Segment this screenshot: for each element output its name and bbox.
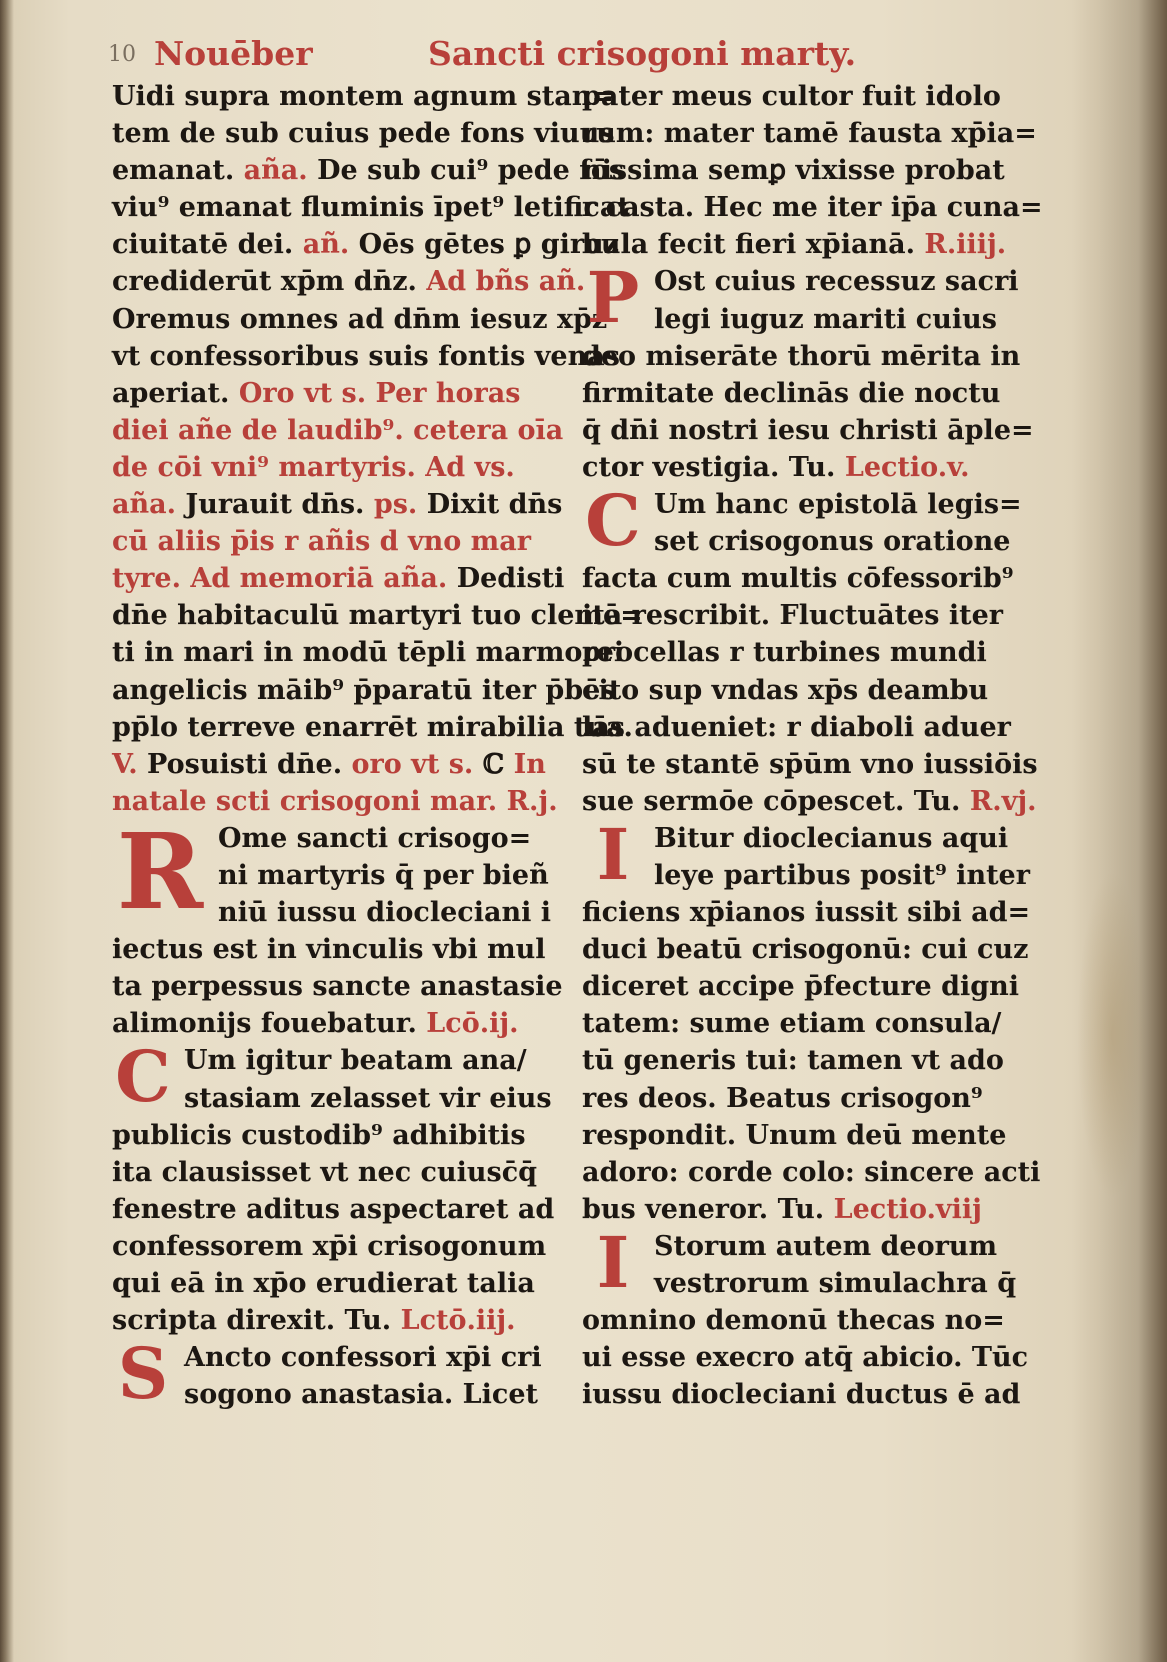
initial-p: P [586, 256, 640, 340]
text-line [112, 78, 615, 115]
body-text: facta cum multis cōfessorib⁹ [582, 563, 1014, 595]
body-text: Ancto confessori xp̄i cri [184, 1342, 542, 1374]
body-text: emanat. [112, 155, 244, 187]
page-stain [1077, 870, 1147, 1200]
body-text: iussu diocleciani ductus ē ad [582, 1379, 1021, 1411]
text-line [112, 597, 643, 634]
body-text: rum: mater tamē fausta xp̄ia= [582, 118, 1037, 150]
body-text: vestrorum simulachra q̄ [654, 1268, 1017, 1299]
body-text: adoro: corde colo: sincere acti [582, 1156, 1041, 1188]
body-text: Uidi supra montem agnum stan= [112, 81, 615, 112]
text-line [112, 1042, 552, 1079]
text-line [112, 1191, 555, 1228]
text-line [582, 634, 1028, 671]
text-line [112, 709, 633, 746]
left-lines-c [112, 1117, 555, 1340]
body-text: q̄ dn̄i nostri iesu christi āple= [582, 414, 1034, 446]
rubric-text: aña. [243, 155, 308, 187]
rubric-text: natale scti crisogoni mar. R.j. [112, 785, 558, 817]
body-text: alimonijs fouebatur. [112, 1008, 427, 1040]
body-text: Oremus omnes ad dn̄m iesuz xp̄z [112, 303, 608, 335]
text-line [582, 301, 1028, 338]
body-text: duci beatū crisogonū: cui cuz [582, 934, 1029, 966]
body-text: bus veneror. Tu. [582, 1193, 834, 1225]
rubric-text: aña. [112, 489, 177, 521]
rubric-text: ps. [373, 489, 418, 521]
text-line [112, 226, 620, 263]
text-line [582, 78, 1028, 115]
left-initial-block-r [112, 809, 552, 933]
text-line [112, 1376, 552, 1413]
text-line [112, 931, 552, 968]
body-text: qui eā in xp̄o erudierat talia [112, 1268, 535, 1299]
rubric-text: Lectio.viij [833, 1193, 982, 1225]
body-text: dn̄e habitaculū martyri tuo clemē= [112, 600, 643, 632]
body-text: sū te stantē sp̄ūm vno iussiōis [582, 748, 1038, 780]
body-text: procellas r turbines mundi [582, 637, 987, 669]
text-line [582, 412, 1034, 449]
rubric-text: V. [112, 748, 138, 780]
running-head-saint: Sancti crisogoni marty. [428, 34, 857, 73]
body-text: iectus est in vinculis vbi mul [112, 934, 546, 966]
rubric-text: R.iiij. [924, 229, 1007, 261]
text-line [112, 338, 620, 375]
body-text: Ome sancti crisogo= [218, 822, 532, 854]
body-text: Dedisti [447, 563, 565, 595]
right-initial-block-i1 [582, 812, 1030, 896]
text-line [582, 783, 1037, 820]
body-text: Ost cuius recessuz sacri [654, 266, 1019, 298]
body-text: niū iussu diocleciani i [218, 897, 551, 929]
rubric-text: In [513, 748, 546, 780]
body-text: set crisogonus oratione [654, 526, 1011, 558]
body-text: bula fecit fieri xp̄ianā. [582, 229, 925, 261]
text-line [112, 115, 615, 152]
right-block-i2-lines [582, 1220, 1028, 1304]
body-text: ui esse execro atq̄ abicio. Tūc [582, 1342, 1029, 1374]
body-text: ta perpessus sancte anastasie [112, 971, 563, 1003]
body-text: publicis custodib⁹ adhibitis [112, 1119, 526, 1151]
body-text: pater meus cultor fuit idolo [582, 81, 1001, 112]
rubric-text: R.vj. [969, 785, 1037, 817]
body-text: scripta direxit. Tu. [112, 1305, 401, 1337]
text-line [582, 1376, 1028, 1413]
body-text: Oēs gētes ꝑ giruz [349, 229, 620, 261]
right-initial-block-p [582, 256, 1028, 340]
right-column [582, 78, 1043, 1413]
text-line [582, 1302, 1028, 1339]
rubric-text: tyre. Ad memoriā aña. [112, 563, 448, 595]
body-text: ni martyris q̄ per bieñ [218, 859, 549, 891]
text-line [582, 968, 1028, 1005]
rubric-text: diei añe de laudib⁹. cetera oīa [112, 414, 564, 446]
text-line [112, 1154, 552, 1191]
text-line [112, 634, 625, 671]
text-line [112, 746, 552, 783]
initial-r: R [116, 809, 204, 933]
rubric-text: Ad bñs añ. [426, 266, 586, 298]
text-line [112, 672, 616, 709]
right-lines-e [582, 1302, 1028, 1413]
text-line [112, 1302, 552, 1339]
right-block-c-lines [582, 479, 1028, 563]
body-text: Storum autem deorum [654, 1230, 998, 1262]
body-text: aperiat. [112, 377, 239, 409]
body-text: sue sermōe cōpescet. Tu. [582, 785, 970, 817]
body-text: fenestre aditus aspectaret ad [112, 1193, 555, 1225]
text-line [112, 449, 552, 486]
body-text: ita rescribit. Fluctuātes iter [582, 600, 1004, 632]
text-line [582, 375, 1028, 412]
text-line [582, 263, 1028, 300]
body-text: Posuisti dn̄e. [137, 748, 352, 780]
text-line [112, 263, 586, 300]
left-lines-a [112, 78, 643, 820]
rubric-text: Lectio.v. [844, 451, 970, 483]
body-text: Um hanc epistolā legis= [654, 489, 1022, 521]
text-line [582, 1080, 1028, 1117]
body-text: firmitate declinās die noctu [582, 377, 1001, 409]
text-line [112, 783, 558, 820]
body-text: Dixit dn̄s [417, 489, 563, 521]
right-lines-c [582, 560, 1038, 820]
body-text: Jurauit dn̄s. [176, 489, 374, 521]
body-text: crediderūt xp̄m dn̄z. [112, 266, 427, 298]
text-line [112, 301, 608, 338]
body-text: leye partibus posit⁹ inter [654, 859, 1030, 891]
text-line [582, 449, 1028, 486]
rubric-text: Oro vt s. Per horas [238, 377, 521, 409]
right-initial-block-i2 [582, 1220, 1028, 1304]
text-line [112, 375, 552, 412]
text-line [112, 560, 565, 597]
text-line [582, 709, 1028, 746]
right-initial-block-c [582, 479, 1028, 563]
left-column [112, 78, 643, 1416]
body-text: De sub cui⁹ pede fōs [307, 155, 625, 187]
body-text: tem de sub cuius pede fons viuus [112, 118, 615, 150]
text-line [582, 820, 1028, 857]
body-text: pp̄lo terreve enarrēt mirabilia tua. [112, 711, 633, 743]
page-right-edge [1071, 0, 1167, 1662]
right-lines-b [582, 338, 1034, 486]
running-head-month: Nouēber [154, 34, 313, 73]
right-block-i1-lines [582, 812, 1030, 896]
body-text: lās adueniet: r diaboli aduer [582, 711, 1011, 743]
initial-i-second: I [596, 1220, 630, 1304]
body-text: viu⁹ emanat fluminis īpet⁹ letificat [112, 192, 630, 224]
body-text: nissima semꝑ vixisse probat [582, 155, 1005, 187]
text-line [582, 560, 1028, 597]
text-line [582, 1005, 1028, 1042]
rubric-text: cū aliis p̄is r añis d vno mar [112, 526, 531, 558]
text-line [582, 1191, 1028, 1228]
text-line [582, 1265, 1028, 1302]
folio-number: 10 [108, 42, 136, 67]
initial-c: C [115, 1035, 171, 1119]
body-text: Um igitur beatam ana/ [184, 1045, 527, 1077]
text-line [582, 189, 1043, 226]
text-line [112, 968, 563, 1005]
initial-s: S [117, 1332, 169, 1416]
body-text: ℂ [473, 748, 514, 780]
text-line [112, 412, 564, 449]
body-text: diceret accipe p̄fecture digni [582, 971, 1020, 1003]
body-text: ita clausisset vt nec cuiusc̄q̄ [112, 1156, 538, 1188]
text-line [582, 226, 1028, 263]
body-text: vt confessoribus suis fontis venas [112, 340, 620, 372]
rubric-text: Lctō.iij. [400, 1305, 516, 1337]
body-text: Bitur dioclecianus aqui [654, 822, 1009, 854]
body-text: ciuitatē dei. [112, 229, 303, 261]
text-line [112, 1080, 552, 1117]
body-text: sogono anastasia. Licet [184, 1379, 539, 1411]
text-line [582, 486, 1028, 523]
initial-i-first: I [596, 812, 630, 896]
body-text: ctor vestigia. Tu. [582, 451, 845, 483]
text-line [112, 1005, 552, 1042]
body-text: stasiam zelasset vir eius [184, 1082, 552, 1114]
initial-c-right: C [585, 479, 641, 563]
text-line [582, 115, 1037, 152]
text-line [112, 1339, 552, 1376]
body-text: deo miserāte thorū mērita in [582, 340, 1021, 372]
text-line [582, 1042, 1028, 1079]
text-line [112, 1265, 552, 1302]
text-line [112, 1117, 552, 1154]
text-line [582, 1228, 1028, 1265]
text-line [582, 1154, 1041, 1191]
text-line [582, 894, 1031, 931]
text-line [112, 152, 625, 189]
text-line [582, 672, 1028, 709]
text-line [582, 523, 1028, 560]
text-line [582, 857, 1028, 894]
body-text: confessorem xp̄i crisogonum [112, 1230, 547, 1262]
body-text: angelicis māib⁹ p̄paratū iter p̄bēs [112, 674, 616, 706]
text-line [582, 1339, 1028, 1376]
text-line [582, 931, 1028, 968]
text-line [112, 523, 552, 560]
left-initial-block-c [112, 1035, 552, 1119]
rubric-text: oro vt s. [351, 748, 474, 780]
body-text: ti in mari in modū tēpli marmorei [112, 637, 625, 669]
left-initial-block-s [112, 1332, 552, 1416]
body-text: tatem: sume etiam consula/ [582, 1008, 1002, 1040]
body-text: cito sup vndas xp̄s deambu [582, 674, 989, 706]
text-line [582, 152, 1028, 189]
left-lines-b [112, 931, 563, 1042]
rubric-text: Lcō.ij. [426, 1008, 519, 1040]
text-line [582, 746, 1038, 783]
body-text: ficiens xp̄ianos iussit sibi ad= [582, 897, 1031, 929]
text-line [582, 338, 1028, 375]
body-text: res deos. Beatus crisogon⁹ [582, 1082, 983, 1114]
text-line [112, 1228, 552, 1265]
running-head [150, 30, 1050, 76]
text-line [112, 486, 563, 523]
body-text: tū generis tui: tamen vt ado [582, 1045, 1004, 1077]
text-line [582, 1117, 1028, 1154]
right-block-p-lines [582, 256, 1028, 340]
right-lines-d [582, 894, 1041, 1228]
text-line [112, 189, 630, 226]
body-text: legi iuguz mariti cuius [654, 303, 997, 335]
text-line [582, 597, 1028, 634]
body-text: respondit. Unum deū mente [582, 1119, 1007, 1151]
right-lines-a [582, 78, 1043, 263]
body-text: r casta. Hec me iter ip̄a cuna= [582, 192, 1043, 224]
body-text: omnino demonū thecas no= [582, 1305, 1005, 1337]
rubric-text: añ. [302, 229, 350, 261]
left-block-c-lines [112, 1035, 552, 1119]
rubric-text: de cōi vni⁹ martyris. Ad vs. [112, 451, 515, 483]
left-block-s-lines [112, 1332, 552, 1416]
page-left-edge [0, 0, 14, 1662]
